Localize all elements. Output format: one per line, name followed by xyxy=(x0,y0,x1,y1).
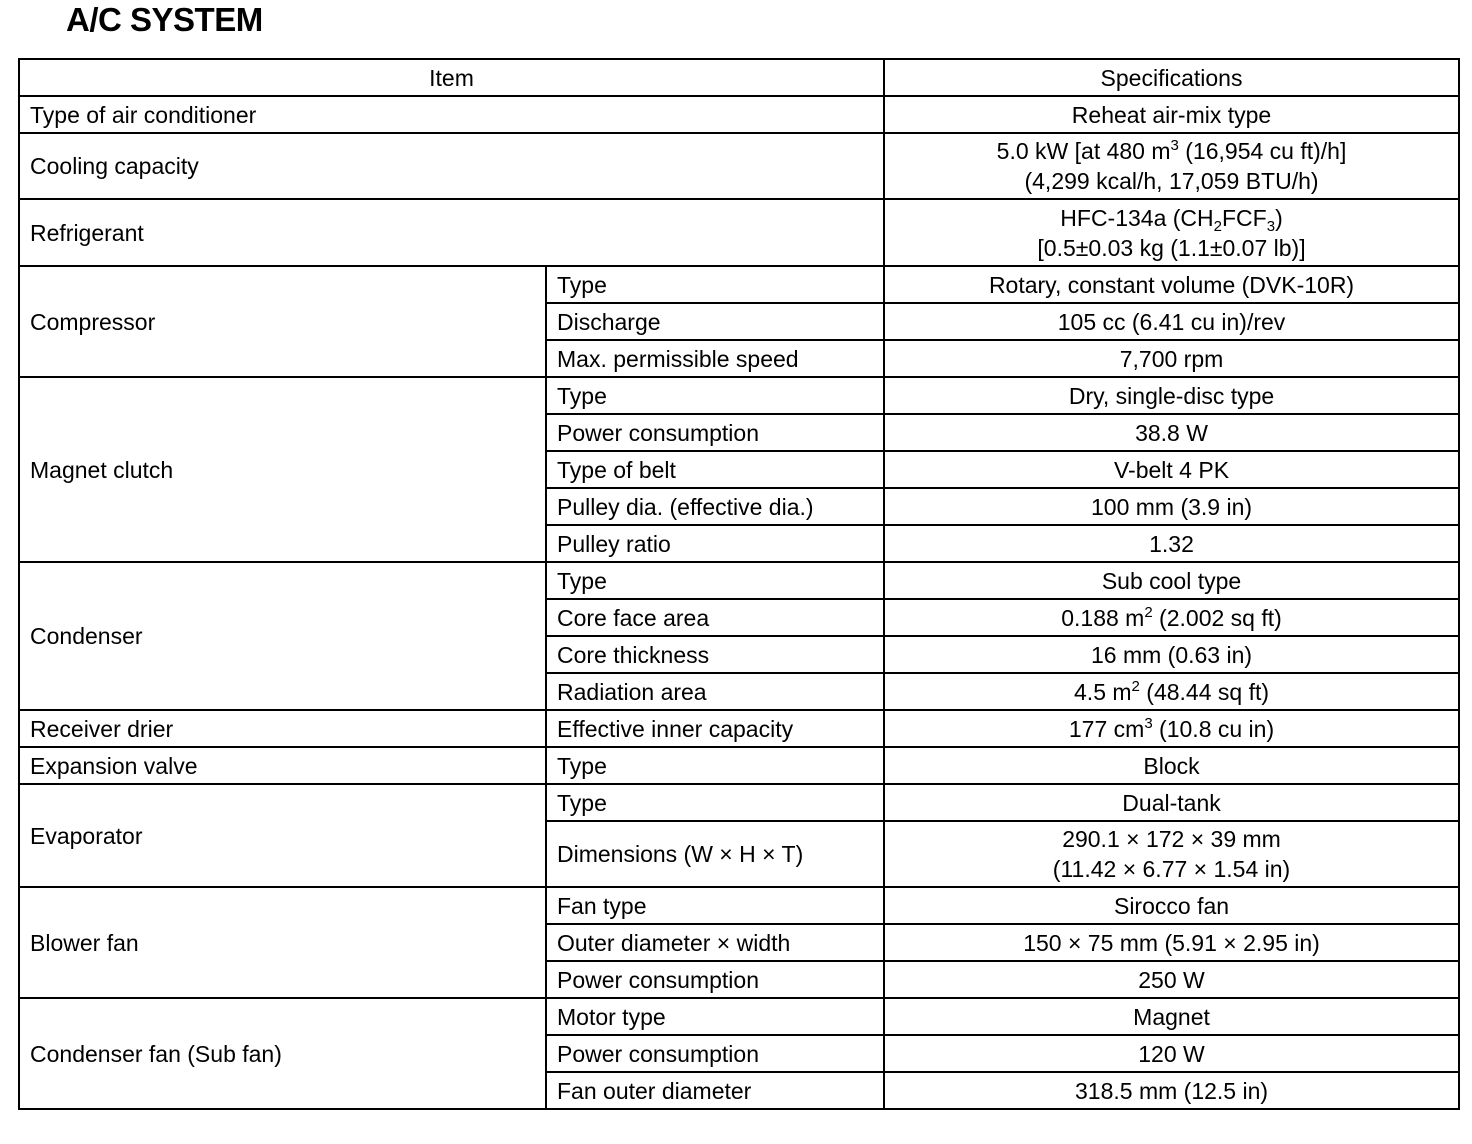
spec-value: 250 W xyxy=(884,961,1459,998)
spec-value xyxy=(884,821,1459,887)
table-row xyxy=(19,710,1459,747)
spec-value xyxy=(884,133,1459,199)
sub-item-label: Power consumption xyxy=(546,1035,884,1072)
table-row xyxy=(19,133,1459,199)
item-label: Evaporator xyxy=(19,784,546,887)
sub-item-label: Effective inner capacity xyxy=(546,710,884,747)
sub-item-label: Type xyxy=(546,747,884,784)
item-label: Condenser xyxy=(19,562,546,710)
spec-value: 318.5 mm (12.5 in) xyxy=(884,1072,1459,1109)
spec-value: Block xyxy=(884,747,1459,784)
spec-value: Reheat air-mix type xyxy=(884,96,1459,133)
spec-value: V-belt 4 PK xyxy=(884,451,1459,488)
sub-item-label: Core thickness xyxy=(546,636,884,673)
sub-item-label: Type xyxy=(546,562,884,599)
item-label: Cooling capacity xyxy=(19,133,884,199)
sub-item-label: Dimensions (W × H × T) xyxy=(546,821,884,887)
table-row xyxy=(19,199,1459,266)
sub-item-label: Type xyxy=(546,377,884,414)
spec-value: 120 W xyxy=(884,1035,1459,1072)
spec-value: 0.188 $m^2$ (2.002 sq ft) xyxy=(884,599,1459,636)
spec-value-line: HFC-134a $(CH_2FCF_3)$ xyxy=(1060,204,1283,235)
ac-system-spec-table xyxy=(18,58,1460,1110)
table-header-row xyxy=(19,59,1459,96)
spec-value-line: (4,299 kcal/h, 17,059 BTU/h) xyxy=(1024,168,1319,194)
sub-item-label: Type xyxy=(546,266,884,303)
spec-value: 4.5 $m^2$ (48.44 sq ft) xyxy=(884,673,1459,710)
item-label: Condenser fan (Sub fan) xyxy=(19,998,546,1109)
sub-item-label: Outer diameter × width xyxy=(546,924,884,961)
table-row xyxy=(19,266,1459,303)
item-label: Blower fan xyxy=(19,887,546,998)
table-row xyxy=(19,562,1459,599)
sub-item-label: Fan type xyxy=(546,887,884,924)
table-row xyxy=(19,784,1459,821)
spec-value: 105 cc (6.41 cu in)/rev xyxy=(884,303,1459,340)
spec-value-line: 290.1 × 172 × 39 mm xyxy=(1062,826,1281,852)
header-item: Item xyxy=(19,59,884,96)
spec-value: 1.32 xyxy=(884,525,1459,562)
spec-value xyxy=(884,199,1459,266)
sub-item-label: Pulley dia. (effective dia.) xyxy=(546,488,884,525)
spec-value: 100 mm (3.9 in) xyxy=(884,488,1459,525)
sub-item-label: Power consumption xyxy=(546,414,884,451)
table-row xyxy=(19,747,1459,784)
spec-value: Sub cool type xyxy=(884,562,1459,599)
sub-item-label: Max. permissible speed xyxy=(546,340,884,377)
item-label: Type of air conditioner xyxy=(19,96,884,133)
spec-value-line: 5.0 kW [at 480 $m^3$ (16,954 cu ft)/h] xyxy=(996,137,1347,164)
spec-value: Dry, single-disc type xyxy=(884,377,1459,414)
spec-value: Magnet xyxy=(884,998,1459,1035)
item-label: Compressor xyxy=(19,266,546,377)
sub-item-label: Radiation area xyxy=(546,673,884,710)
spec-value-line: [0.5±0.03 kg (1.1±0.07 lb)] xyxy=(1037,234,1306,261)
item-label: Receiver drier xyxy=(19,710,546,747)
spec-value: Sirocco fan xyxy=(884,887,1459,924)
table-row xyxy=(19,998,1459,1035)
spec-value: 16 mm (0.63 in) xyxy=(884,636,1459,673)
sub-item-label: Pulley ratio xyxy=(546,525,884,562)
sub-item-label: Motor type xyxy=(546,998,884,1035)
sub-item-label: Power consumption xyxy=(546,961,884,998)
item-label: Expansion valve xyxy=(19,747,546,784)
item-label: Refrigerant xyxy=(19,199,884,266)
table-row xyxy=(19,377,1459,414)
table-row xyxy=(19,96,1459,133)
sub-item-label: Fan outer diameter xyxy=(546,1072,884,1109)
sub-item-label: Type xyxy=(546,784,884,821)
spec-value: 38.8 W xyxy=(884,414,1459,451)
spec-value: 177 $cm^3$ (10.8 cu in) xyxy=(884,710,1459,747)
sub-item-label: Type of belt xyxy=(546,451,884,488)
spec-value: Dual-tank xyxy=(884,784,1459,821)
table-row xyxy=(19,887,1459,924)
spec-value: 7,700 rpm xyxy=(884,340,1459,377)
page-title: A/C SYSTEM xyxy=(66,1,263,38)
sub-item-label: Discharge xyxy=(546,303,884,340)
sub-item-label: Core face area xyxy=(546,599,884,636)
spec-value: 150 × 75 mm (5.91 × 2.95 in) xyxy=(884,924,1459,961)
spec-value-line: (11.42 × 6.77 × 1.54 in) xyxy=(1052,856,1291,882)
item-label: Magnet clutch xyxy=(19,377,546,562)
header-specifications: Specifications xyxy=(884,59,1459,96)
spec-value: Rotary, constant volume (DVK-10R) xyxy=(884,266,1459,303)
